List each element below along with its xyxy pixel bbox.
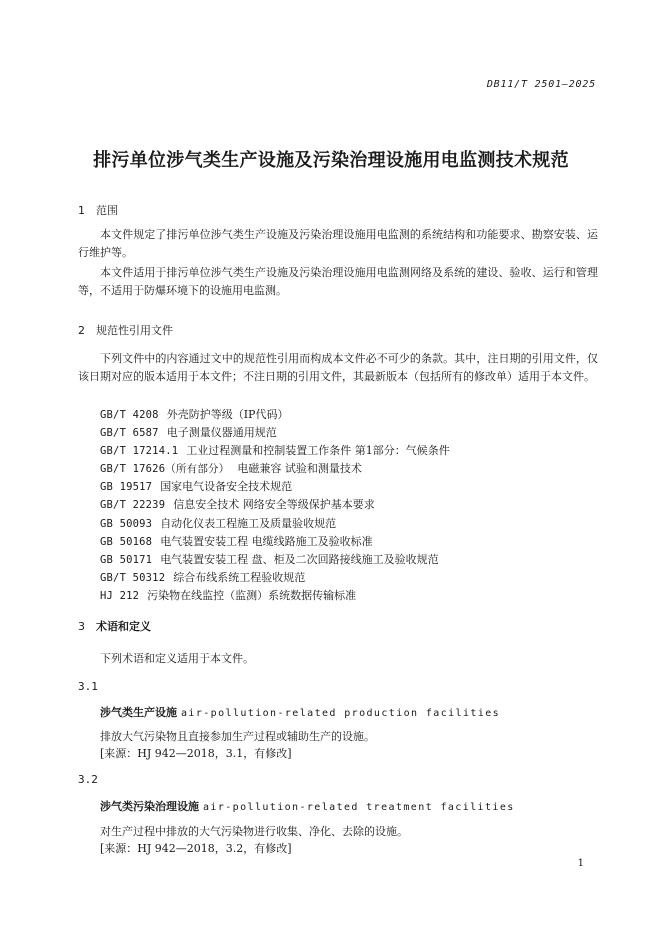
reference-code: GB 19517 (100, 481, 153, 494)
standard-code: DB11/T 2501—2025 (486, 79, 596, 90)
reference-title: 综合布线系统工程验收规范 (173, 570, 306, 584)
reference-item (100, 515, 450, 533)
reference-code: GB/T 50312 (100, 571, 166, 584)
reference-code: GB 50168 (100, 535, 153, 548)
section-number: 3 (78, 620, 85, 633)
reference-code: HJ 212 (100, 589, 140, 602)
section-heading-terms (78, 618, 151, 634)
reference-title: 污染物在线监控（监测）系统数据传输标准 (147, 588, 357, 602)
reference-title: 工业过程测量和控制装置工作条件 第1部分：气候条件 (186, 444, 450, 458)
reference-list (100, 406, 450, 605)
reference-code: GB 50093 (100, 517, 153, 530)
reference-item (100, 551, 450, 569)
reference-item (100, 424, 450, 442)
term-heading (100, 798, 515, 814)
reference-title: 电磁兼容 试验和测量技术 (237, 462, 362, 476)
term-definition: 对生产过程中排放的大气污染物进行收集、净化、去除的设施。 (100, 825, 408, 838)
reference-title: 电子测量仪器通用规范 (166, 426, 277, 440)
section-title: 术语和定义 (96, 620, 151, 633)
page-number: 1 (577, 858, 584, 869)
term-english: air-pollution-related treatment facilities (203, 802, 515, 813)
reference-code: GB/T 17626（所有部分） (100, 463, 230, 476)
reference-title: 电气装置安装工程 盘、柜及二次回路接线施工及验收规范 (160, 552, 439, 566)
reference-title: 外壳防护等级（IP代码） (166, 408, 289, 421)
section-number: 2 (78, 324, 85, 337)
term-english: air-pollution-related production facilities (181, 708, 501, 719)
normative-references-intro: 下列文件中的内容通过文中的规范性引用而构成本文件必不可少的条款。其中，注日期的引用文件，仅该日期对应的版本适用于本文件；不注日期的引用文件，其最新版本（包括所有的修改单）适用于本文件。 (78, 352, 598, 383)
reference-title: 电气装置安装工程 电缆线路施工及验收标准 (160, 534, 373, 548)
section-heading-normative-references (78, 322, 173, 338)
reference-code: GB/T 17214.1 (100, 445, 179, 458)
scope-paragraph-1: 本文件规定了排污单位涉气类生产设施及污染治理设施用电监测的系统结构和功能要求、勘察安装、运行维护等。 (78, 228, 598, 259)
terms-intro: 下列术语和定义适用于本文件。 (100, 652, 254, 665)
document-title: 排污单位涉气类生产设施及污染治理设施用电监测技术规范 (93, 150, 569, 171)
reference-item (100, 587, 450, 605)
term-source: [来源：HJ 942—2018，3.2，有修改] (100, 842, 292, 855)
section-heading-scope (78, 202, 118, 218)
reference-code: GB/T 4208 (100, 409, 159, 421)
reference-item (100, 442, 450, 460)
term-number: 3.1 (78, 680, 98, 693)
reference-title: 国家电气设备安全技术规范 (160, 480, 293, 494)
reference-title: 自动化仪表工程施工及质量验收规范 (160, 516, 337, 530)
term-source: [来源：HJ 942—2018，3.1，有修改] (100, 747, 292, 760)
reference-item (100, 533, 450, 551)
reference-title: 信息安全技术 网络安全等级保护基本要求 (173, 498, 375, 512)
term-chinese: 涉气类生产设施 (100, 706, 177, 719)
term-number: 3.2 (78, 773, 98, 786)
term-definition: 排放大气污染物且直接参加生产过程或辅助生产的设施。 (100, 730, 375, 743)
section-title: 规范性引用文件 (96, 324, 173, 337)
reference-item (100, 569, 450, 587)
reference-code: GB/T 6587 (100, 427, 159, 440)
reference-item (100, 496, 450, 514)
reference-code: GB 50171 (100, 553, 153, 566)
term-heading (100, 704, 500, 720)
reference-item (100, 478, 450, 496)
reference-item (100, 460, 450, 478)
term-chinese: 涉气类污染治理设施 (100, 800, 199, 813)
section-title: 范围 (96, 204, 118, 217)
scope-paragraph-2: 本文件适用于排污单位涉气类生产设施及污染治理设施用电监测网络及系统的建设、验收、运行和管理等，不适用于防爆环境下的设施用电监测。 (78, 266, 598, 297)
section-number: 1 (78, 204, 85, 217)
reference-item (100, 406, 450, 424)
reference-code: GB/T 22239 (100, 499, 166, 512)
